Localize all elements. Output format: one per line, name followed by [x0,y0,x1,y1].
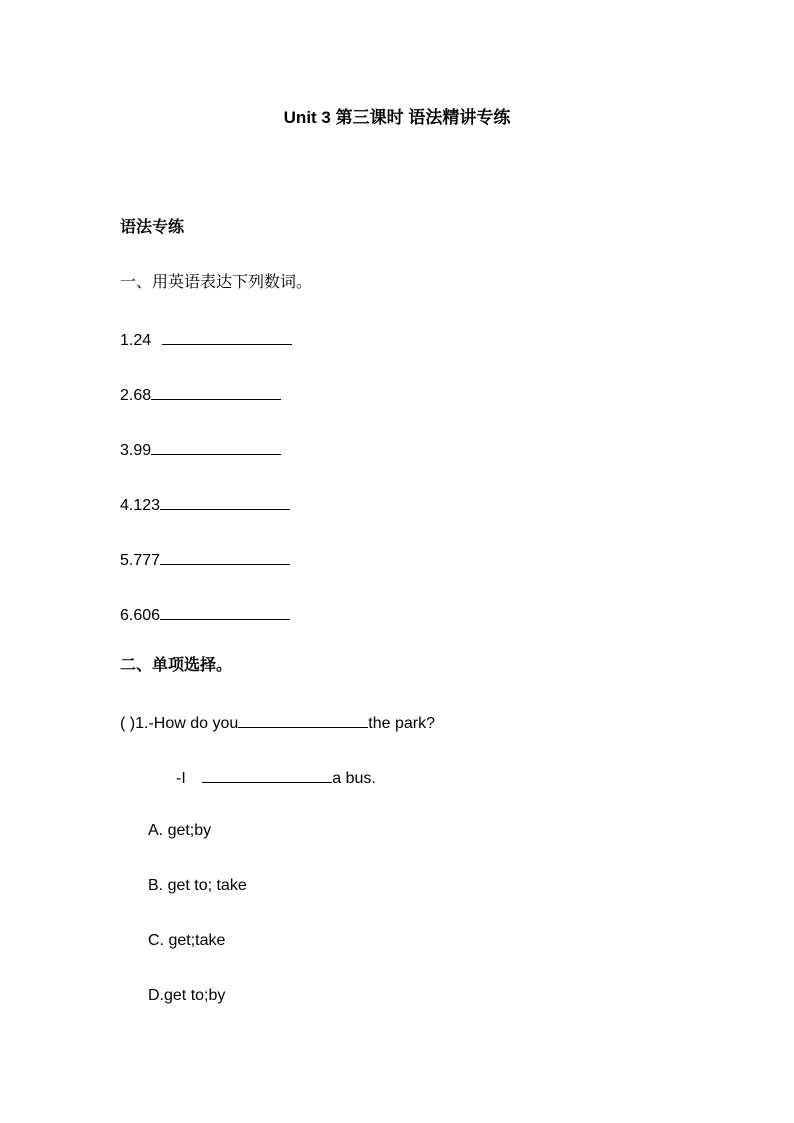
numeral-item-label: 3.99 [120,442,152,459]
numeral-item-label: 6.606 [120,607,161,624]
option-a: A. get;by [148,822,212,839]
numeral-item-label: 5.777 [120,552,161,569]
question-1 [120,711,435,734]
numeral-item [120,548,290,571]
answer-blank [162,328,292,345]
answer-text-end: a bus. [332,770,376,787]
numeral-item-label: 1.24 [120,332,156,349]
option-c: C. get;take [148,932,226,949]
option-b: B. get to; take [148,877,247,894]
numeral-item [120,493,290,516]
answer-blank [238,711,368,728]
part1-heading: 一、用英语表达下列数词。 [120,274,313,291]
part2-heading: 二、单项选择。 [120,657,233,674]
numeral-item [120,603,290,626]
question-text-end: the park? [368,715,435,732]
numeral-item [120,328,292,351]
answer-blank [160,603,290,620]
numeral-item-label: 4.123 [120,497,161,514]
answer-blank [160,548,290,565]
answer-blank [202,766,332,783]
answer-blank [151,383,281,400]
question-text-start: 1.-How do you [135,715,239,732]
answer-blank [151,438,281,455]
document-title: Unit 3 第三课时 语法精讲专练 [283,108,511,127]
answer-paren: ( ) [120,715,136,732]
numeral-item-label: 2.68 [120,387,152,404]
answer-text-start: -I [176,770,191,787]
section-heading: 语法专练 [120,219,185,236]
answer-blank [160,493,290,510]
answer-line [176,766,376,789]
option-d: D.get to;by [148,987,226,1004]
numeral-item [120,438,281,461]
numeral-item [120,383,281,406]
